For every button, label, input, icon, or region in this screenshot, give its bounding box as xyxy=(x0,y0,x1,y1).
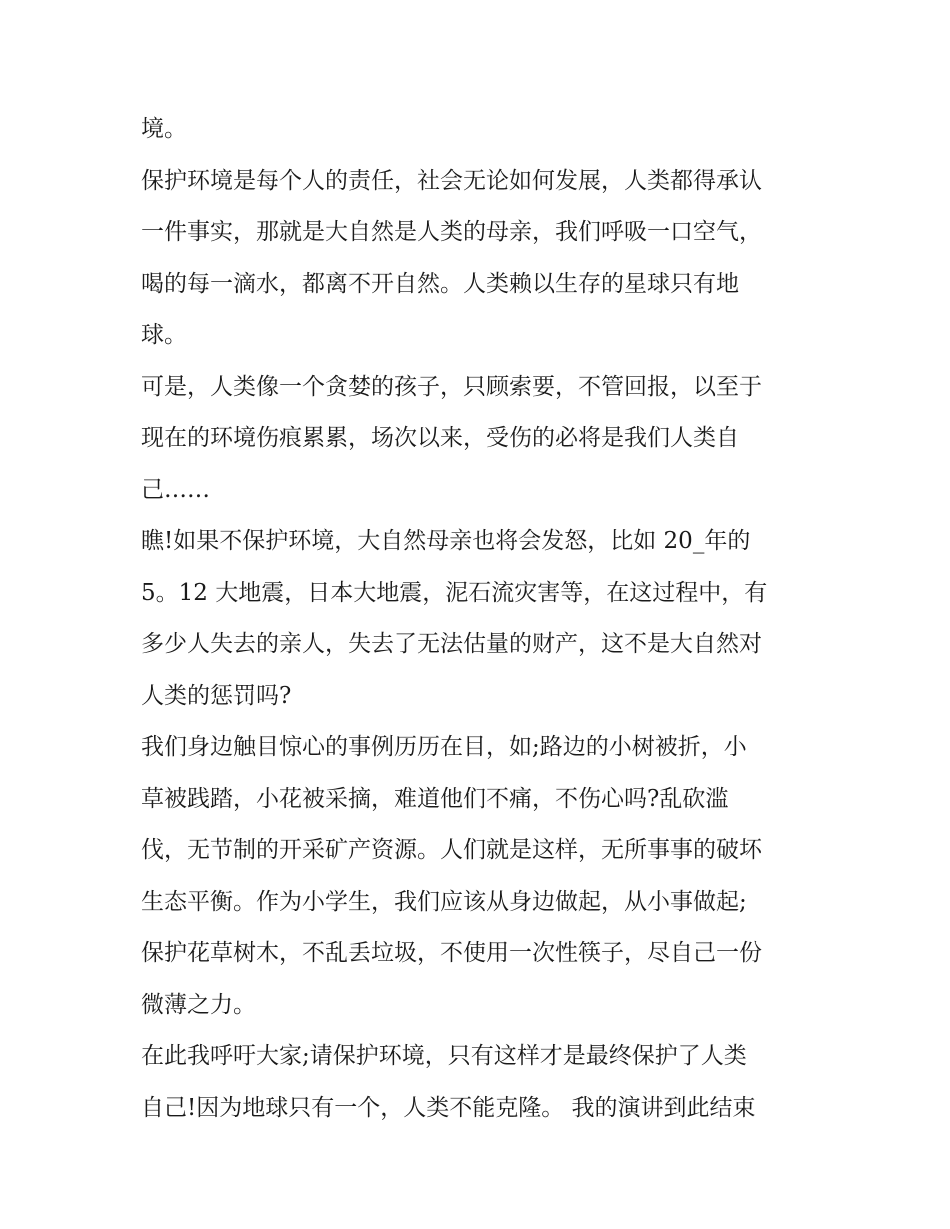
text-line: 在此我呼吁大家;请保护环境，只有这样才是最终保护了人类 xyxy=(141,1043,747,1069)
text-line: 球。 xyxy=(141,322,187,348)
text-line: 己…… xyxy=(141,476,210,503)
text-line: 草被践踏，小花被采摘，难道他们不痛，不伤心吗?乱砍滥 xyxy=(141,785,729,812)
text-line: 我们身边触目惊心的事例历历在目，如;路边的小树被折，小 xyxy=(141,734,747,760)
text-line: 一件事实，那就是大自然是人类的母亲，我们呼吸一口空气， xyxy=(141,219,762,245)
text-line: 瞧!如果不保护环境，大自然母亲也将会发怒，比如 20_年的 xyxy=(141,528,751,554)
text-line: 保护花草树木，不乱丢垃圾，不使用一次性筷子，尽自己一份 xyxy=(141,940,762,966)
text-line: 伐，无节制的开采矿产资源。人们就是这样，无所事事的破坏 xyxy=(141,837,762,863)
text-line: 人类的惩罚吗? xyxy=(141,682,292,709)
text-line: 5。12 大地震，日本大地震，泥石流灾害等，在这过程中，有 xyxy=(141,579,768,606)
text-line: 微薄之力。 xyxy=(141,991,256,1018)
text-line: 多少人失去的亲人，失去了无法估量的财产，这不是大自然对 xyxy=(141,631,762,657)
text-line: 境。 xyxy=(141,116,187,142)
text-line: 生态平衡。作为小学生，我们应该从身边做起，从小事做起; xyxy=(141,888,747,915)
speech-text xyxy=(141,104,821,1134)
text-line: 现在的环境伤痕累累，场次以来，受伤的必将是我们人类自 xyxy=(141,425,739,451)
text-line: 保护环境是每个人的责任，社会无论如何发展，人类都得承认 xyxy=(141,167,762,194)
text-line: 喝的每一滴水，都离不开自然。人类赖以生存的星球只有地 xyxy=(141,270,739,297)
text-line: 自己!因为地球只有一个，人类不能克隆。 我的演讲到此结束 xyxy=(141,1094,756,1121)
text-line: 可是，人类像一个贪婪的孩子，只顾索要，不管回报，以至于 xyxy=(141,373,762,400)
